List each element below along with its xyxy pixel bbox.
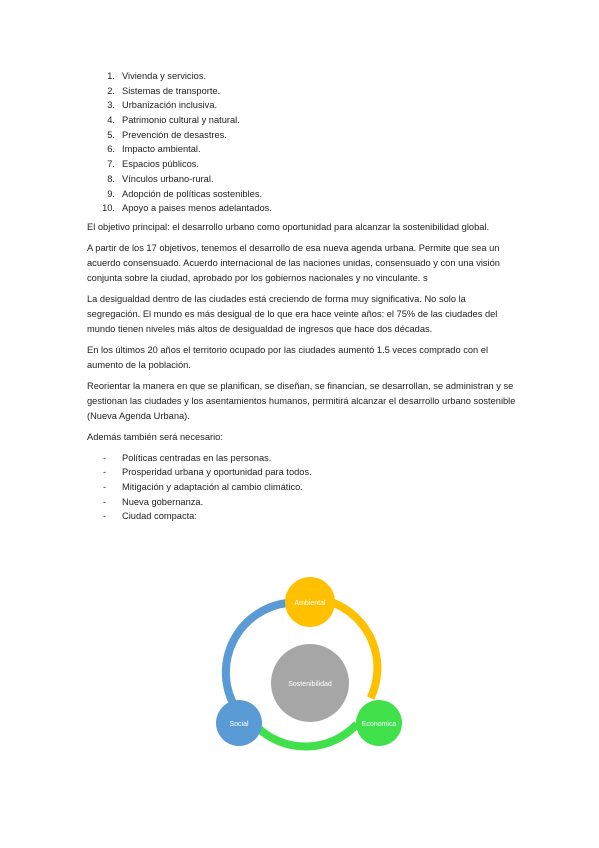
list-text: Sistemas de transporte. bbox=[122, 85, 221, 96]
list-item bbox=[87, 69, 517, 84]
list-dash: - bbox=[103, 482, 107, 493]
paragraph-also-needed: Además también será necesario: bbox=[87, 431, 223, 442]
list-item bbox=[87, 495, 517, 510]
list-number: 9. bbox=[107, 188, 115, 199]
list-text: Ciudad compacta: bbox=[122, 511, 197, 522]
list-item bbox=[87, 172, 517, 187]
list-text: Mitigación y adaptación al cambio climático. bbox=[122, 482, 303, 493]
list-item bbox=[87, 480, 517, 495]
list-item bbox=[87, 113, 517, 128]
paragraph-agenda: A partir de los 17 objetivos, tenemos el desarrollo de esa nueva agenda urbana. Permite que sea un acuerdo consensuado. Acuerdo internacional de las naciones unidas, consensuado y con una visión conjunta sobre la ciudad, aprobado por los gobiernos nacionales y no vinculante. s bbox=[87, 242, 500, 283]
list-text: Prevención de desastres. bbox=[122, 129, 227, 140]
list-text: Vivienda y servicios. bbox=[122, 71, 207, 81]
list-text: Prosperidad urbana y oportunidad para todos. bbox=[122, 467, 312, 478]
list-item bbox=[87, 128, 517, 143]
list-number: 2. bbox=[107, 85, 115, 96]
paragraph-reorient: Reorientar la manera en que se planifican, se diseñan, se financian, se desarrollan, se administran y se gestionan las ciudades y los asentamientos humanos, permitirá alcanzar el desarrollo urbano sostenible (Nueva Agenda Urbana). bbox=[87, 380, 516, 421]
list-number: 10. bbox=[102, 203, 115, 214]
list-dash: - bbox=[103, 452, 107, 463]
center-label: Sostenibilidad bbox=[288, 681, 332, 688]
list-item bbox=[87, 187, 517, 202]
list-text: Nueva gobernanza. bbox=[122, 496, 204, 507]
list-number: 5. bbox=[107, 129, 115, 140]
document-body bbox=[87, 69, 517, 524]
paragraph-inequality: La desigualdad dentro de las ciudades está creciendo de forma muy significativa. No solo la segregación. El mundo es más desigual de lo que era hace veinte años: el 75% de las ciudades del mundo tienen niveles más altos de desigualdad de ingresos que hace dos décadas. bbox=[87, 293, 498, 334]
list-item bbox=[87, 465, 517, 480]
cycle-diagram-svg bbox=[205, 572, 405, 772]
list-number: 8. bbox=[107, 173, 115, 184]
paragraph-objective: El objetivo principal: el desarrollo urbano como oportunidad para alcanzar la sostenibilidad global. bbox=[87, 221, 490, 232]
list-item bbox=[87, 509, 517, 524]
list-text: Impacto ambiental. bbox=[122, 144, 201, 155]
paragraph-territory: En los últimos 20 años el territorio ocupado por las ciudades aumentó 1.5 veces comprado con el aumento de la población. bbox=[87, 344, 489, 370]
list-number: 6. bbox=[107, 144, 115, 155]
list-dash: - bbox=[103, 496, 107, 507]
list-text: Políticas centradas en las personas. bbox=[122, 452, 272, 463]
list-text: Apoyo a paises menos adelantados. bbox=[122, 203, 272, 214]
list-item bbox=[87, 157, 517, 172]
list-number: 3. bbox=[107, 100, 115, 111]
node-economica-label: Economica bbox=[361, 721, 397, 728]
list-text: Espacios públicos. bbox=[122, 159, 199, 170]
list-item bbox=[87, 451, 517, 466]
node-ambiental-label: Ambiental bbox=[294, 600, 326, 607]
list-item bbox=[87, 201, 517, 216]
list-text: Vínculos urbano-rural. bbox=[122, 173, 214, 184]
numbered-list bbox=[87, 69, 517, 216]
dash-list bbox=[87, 451, 517, 524]
list-dash: - bbox=[103, 511, 107, 522]
list-item bbox=[87, 84, 517, 99]
node-social-label: Social bbox=[229, 721, 249, 728]
list-number: 1. bbox=[107, 71, 115, 81]
list-number: 7. bbox=[107, 159, 115, 170]
list-text: Urbanización inclusiva. bbox=[122, 100, 218, 111]
list-text: Adopción de políticas sostenibles. bbox=[122, 188, 263, 199]
list-text: Patrimonio cultural y natural. bbox=[122, 115, 240, 126]
ring-arc-economica-social bbox=[257, 724, 357, 747]
list-number: 4. bbox=[107, 115, 115, 126]
list-item bbox=[87, 142, 517, 157]
list-item bbox=[87, 98, 517, 113]
sustainability-cycle-diagram bbox=[205, 572, 405, 772]
list-dash: - bbox=[103, 467, 107, 478]
